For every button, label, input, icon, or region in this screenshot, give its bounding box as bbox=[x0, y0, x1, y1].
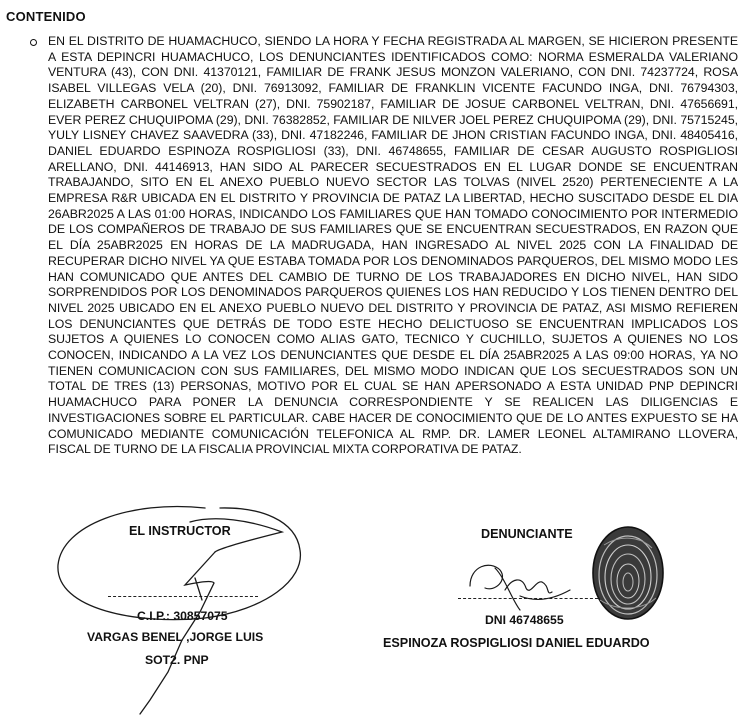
complainant-signature-icon bbox=[470, 565, 570, 610]
complainant-role-label: DENUNCIANTE bbox=[481, 527, 573, 541]
complainant-signature-line bbox=[458, 598, 598, 599]
statement-paragraph: EN EL DISTRITO DE HUAMACHUCO, SIENDO LA HORA Y FECHA REGISTRADA AL MARGEN, SE HICIERON PRESENTE A ESTA DEPINCRI HUAMACHUCO, LOS DENUNCIANTES IDENTIFICADOS COMO: NORMA ESMERALDA VALERIANO VENTURA (43), CON DNI. 41370121, FAMILIAR DE FRANK JESUS MONZON VALERIANO, CON DNI. 74237724, ROSA ISABEL VILLEGAS VELA (20), DNI. 76913092, FAMILIAR DE FRANKLIN VICENTE FACUNDO INGA, DNI. 76794303, ELIZABETH CARBONEL VELTRAN (27), DNI. 75902187, FAMILIAR DE JOSUE CARBONEL VELTRAN, DNI. 47656691, EVER PEREZ CHUQUIPOMA (29), DNI. 76382852, FAMILIAR DE NILVER JOEL PEREZ CHUQUIPOMA (29), DNI. 75715245, YULY LISNEY CHAVEZ SAAVEDRA (33), DNI. 47182246, FAMILIAR DE JHON CRISTIAN FACUNDO INGA, DNI. 48405416, DANIEL EDUARDO ESPINOZA ROSPIGLIOSI (33), DNI. 46748655, FAMILIAR DE CESAR AUGUSTO ROSPIGLIOSI ARELLANO, DNI. 44146913, HAN SIDO AL PARECER SECUESTRADOS EN EL LUGAR DONDE SE ENCUENTRAN TRABAJANDO, SITO EN EL ANEXO PUEBLO NUEVO SECTOR LAS TOLVAS (NIVEL 2520) PERTENECIENTE A LA EMPRESA R&R UBICADA EN EL DISTRITO Y PROVINCIA DE PATAZ LA LIBERTAD, HECHO SUSCITADO DESDE EL DIA 26ABR2025 A LAS 01:00 HORAS, INDICANDO LOS FAMILIARES QUE HAN TOMADO CONOCIMIENTO POR INTERMEDIO DE LOS COMPAÑEROS DE TRABAJO DE SUS FAMILIARES QUE SE ENCUENTRAN SECUESTRADOS, EN RAZON QUE EL DÍA 25ABR2025 EN HORAS DE LA MADRUGADA, HAN INGRESADO AL NIVEL 2025 CON LA FINALIDAD DE RECUPERAR DICHO NIVEL YA QUE ESTABA TOMADA POR LOS DENOMINADOS PARQUEROS, DEL MISMO MODO LES HAN COMUNICADO QUE ANTES DEL CAMBIO DE TURNO DE LOS TRABAJADORES EN DICHO NIVEL, HAN SIDO SORPRENDIDOS POR LOS DENOMINADOS PARQUEROS QUIENES LOS HAN REDUCIDO Y LOS TIENEN DENTRO DEL NIVEL 2025 UBICADO EN EL ANEXO PUEBLO NUEVO DEL DISTRITO Y PROVINCIA DE PATAZ, ASI MISMO REFIEREN LOS DENUNCIANTES QUE DETRÁS DE TODO ESTE HECHO DELICTUOSO SE ENCUENTRAN IMPLICADOS LOS SUJETOS A QUIENES LO CONOCEN COMO ALIAS GATO, TECNICO Y CUCHILLO, SUJETOS A QUIENES NO LOS CONOCEN, INDICANDO A LA VEZ LOS DENUNCIANTES QUE DESDE EL DÍA 25ABR2025 A LAS 09:00 HORAS, YA NO TIENEN COMUNICACION CON SUS FAMILIARES, DEL MISMO MODO INDICAN QUE LOS SECUESTRADOS SON UN TOTAL DE TRES (13) PERSONAS, MOTIVO POR EL CUAL SE HAN APERSONADO A ESTA UNIDAD PNP DEPINCRI HUAMACHUCO PARA PONER LA DENUNCIA CORRESPONDIENTE Y SE REALICEN LAS DILIGENCIAS E INVESTIGACIONES SOBRE EL PARTICULAR. CABE HACER DE CONOCIMIENTO QUE DE LO ANTES EXPUESTO SE HA COMUNICADO MEDIANTE COMUNICACIÓN TELEFONICA AL RMP. DR. LAMER LEONEL ALTAMIRANO LLOVERA, FISCAL DE TURNO DE LA FISCALIA PROVINCIAL MIXTA CORPORATIVA DE PATAZ. bbox=[48, 34, 738, 457]
instructor-role-label: EL INSTRUCTOR bbox=[129, 524, 231, 538]
instructor-name: VARGAS BENEL ,JORGE LUIS bbox=[87, 630, 264, 644]
bullet-icon bbox=[30, 39, 37, 46]
instructor-rank: SOT2. PNP bbox=[145, 653, 209, 667]
fingerprint-icon bbox=[593, 527, 663, 619]
complainant-name: ESPINOZA ROSPIGLIOSI DANIEL EDUARDO bbox=[383, 636, 650, 650]
complainant-dni: DNI 46748655 bbox=[485, 613, 564, 627]
instructor-signature-line bbox=[108, 596, 258, 597]
section-heading: CONTENIDO bbox=[6, 9, 86, 24]
instructor-cip: C.I.P.: 30857075 bbox=[137, 609, 228, 623]
